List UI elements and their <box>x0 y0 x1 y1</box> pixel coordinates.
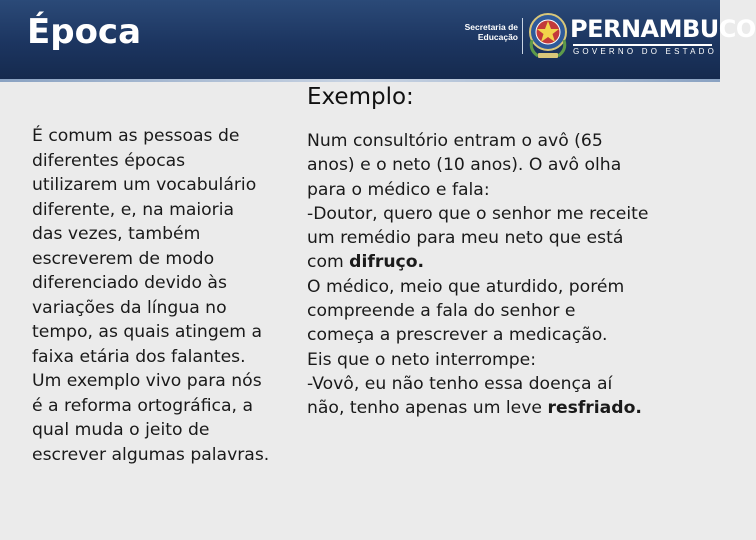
government-line: GOVERNO DO ESTADO <box>573 47 718 56</box>
text-line: tempo, as quais atingem a <box>32 322 263 342</box>
text-line: faixa etária dos falantes. <box>32 346 246 367</box>
left-column-text <box>32 124 294 467</box>
text-line <box>307 250 717 274</box>
text-line: escreverem de modo <box>32 248 215 269</box>
text-line: é a reforma ortográfica, a <box>32 395 253 416</box>
grandson-speech <box>307 372 717 421</box>
text-line: Um exemplo vivo para nós <box>32 371 262 391</box>
doctor-paragraph <box>307 275 717 372</box>
text-line: das vezes, também <box>32 224 201 244</box>
grandfather-speech <box>307 202 717 275</box>
text-line: -Vovô, eu não tenho essa doença aí <box>307 373 613 394</box>
secretaria-line: Educação <box>477 32 518 42</box>
text-line: anos) e o neto (10 anos). O avô olha <box>307 155 622 176</box>
text-line <box>307 396 717 420</box>
text-line: variações da língua no <box>32 297 227 318</box>
secretaria-label <box>452 22 518 42</box>
text-line: começa a prescrever a medicação. <box>307 325 608 346</box>
text-line: qual muda o jeito de <box>32 420 210 440</box>
secretaria-line: Secretaria de <box>464 22 518 32</box>
highlighted-word: resfriado. <box>547 398 642 419</box>
pernambuco-coat-of-arms-icon <box>526 10 570 60</box>
text-line: utilizarem um vocabulário <box>32 175 257 195</box>
text-line: Num consultório entram o avô (65 <box>307 131 603 151</box>
slide-title: Época <box>27 12 142 52</box>
government-logo <box>452 10 756 62</box>
highlighted-word: difruço. <box>349 252 425 273</box>
text-line: diferenciado devido às <box>32 273 227 293</box>
example-heading: Exemplo: <box>307 84 414 110</box>
logo-divider <box>522 18 523 54</box>
narration-paragraph <box>307 129 717 202</box>
text-line: É comum as pessoas de <box>32 126 240 146</box>
text-line: O médico, meio que aturdido, porém <box>307 276 625 297</box>
text-line: escrever algumas palavras. <box>32 444 270 465</box>
example-dialogue <box>307 129 717 421</box>
text-line: compreende a fala do senhor e <box>307 301 576 322</box>
text-fragment: com <box>307 252 350 273</box>
text-line: diferente, e, na maioria <box>32 199 235 220</box>
text-line: Eis que o neto interrompe: <box>307 349 537 370</box>
text-line: um remédio para meu neto que está <box>307 228 624 249</box>
slide-header <box>0 0 756 79</box>
text-fragment: não, tenho apenas um leve <box>307 398 548 419</box>
text-line: para o médico e fala: <box>307 179 490 200</box>
text-line: diferentes épocas <box>32 150 186 171</box>
header-divider <box>0 79 720 82</box>
state-name: PERNAMBUCO <box>570 15 756 43</box>
text-line: -Doutor, quero que o senhor me receite <box>307 203 649 224</box>
logo-underline <box>573 44 712 46</box>
